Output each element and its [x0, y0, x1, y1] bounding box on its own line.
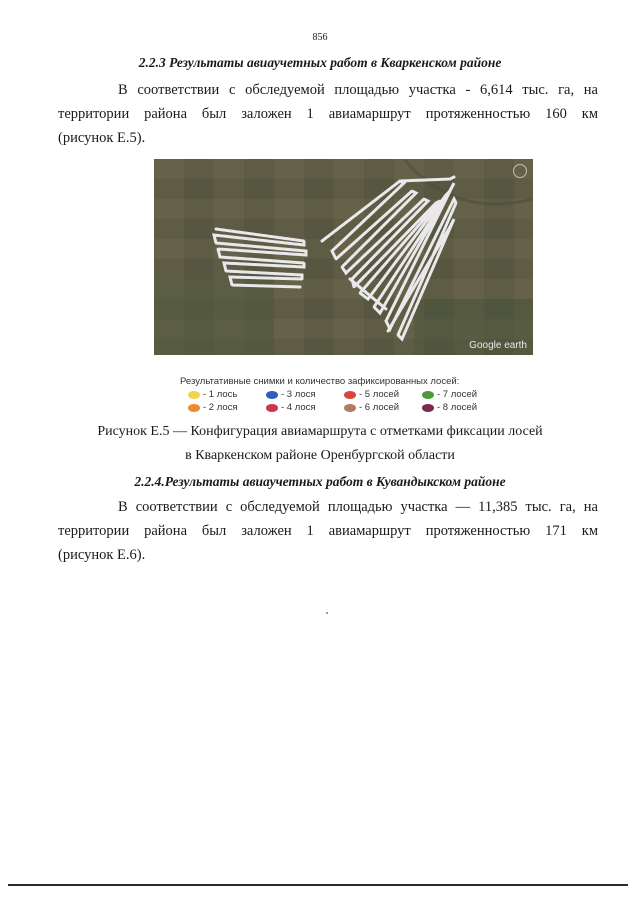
legend-marker-icon: [344, 404, 356, 412]
legend-label: - 7 лосей: [437, 389, 477, 400]
legend-grid: [180, 389, 520, 413]
legend-marker-icon: [188, 391, 200, 399]
legend-label: - 2 лося: [203, 402, 238, 413]
flight-route-map: [154, 159, 533, 355]
figure-legend: [180, 376, 520, 413]
page-number: 856: [312, 32, 328, 43]
paragraph-line: (рисунок Е.5).: [58, 130, 146, 146]
section-heading-kvarkeno: 2.2.3 Результаты авиаучетных работ в Кваркенском районе: [138, 55, 502, 70]
paragraph-line: территории района был заложен 1 авиамаршрут протяженностью 171 км: [58, 523, 598, 539]
section-heading-kuvandyk: 2.2.4.Результаты авиаучетных работ в Кувандыкском районе: [134, 474, 506, 489]
legend-item: [344, 389, 422, 400]
legend-item: [188, 389, 266, 400]
paragraph-line: В соответствии с обследуемой площадью участка - 6,614 тыс. га, на: [118, 82, 598, 98]
legend-marker-icon: [422, 391, 434, 399]
legend-marker-icon: [188, 404, 200, 412]
legend-label: - 8 лосей: [437, 402, 477, 413]
google-earth-watermark: Google earth: [469, 340, 527, 351]
bottom-rule: [8, 884, 628, 886]
legend-item: [422, 389, 500, 400]
scan-speck: [326, 612, 328, 614]
legend-item: [422, 402, 500, 413]
legend-item: [266, 402, 344, 413]
legend-marker-icon: [266, 404, 278, 412]
legend-title: Результативные снимки и количество зафиксированных лосей:: [180, 376, 460, 387]
legend-label: - 5 лосей: [359, 389, 399, 400]
legend-label: - 6 лосей: [359, 402, 399, 413]
legend-item: [188, 402, 266, 413]
legend-label: - 4 лося: [281, 402, 316, 413]
legend-marker-icon: [266, 391, 278, 399]
legend-item: [344, 402, 422, 413]
paragraph-line: В соответствии с обследуемой площадью участка — 11,385 тыс. га, на: [118, 499, 598, 515]
section-paragraph-kuvandyk: [58, 495, 598, 567]
figure-caption-line2: в Кваркенском районе Оренбургской области: [185, 448, 455, 463]
satellite-map-image: [154, 159, 533, 355]
legend-item: [266, 389, 344, 400]
paragraph-line: территории района был заложен 1 авиамаршрут протяженностью 160 км: [58, 106, 598, 122]
legend-marker-icon: [422, 404, 434, 412]
section-paragraph-kvarkeno: [58, 78, 598, 150]
paragraph-line: (рисунок Е.6).: [58, 547, 146, 563]
compass-icon: [513, 164, 527, 178]
legend-marker-icon: [344, 391, 356, 399]
legend-label: - 1 лось: [203, 389, 238, 400]
legend-label: - 3 лося: [281, 389, 316, 400]
figure-caption: Рисунок Е.5 — Конфигурация авиамаршрута с отметками фиксации лосей: [97, 424, 543, 439]
